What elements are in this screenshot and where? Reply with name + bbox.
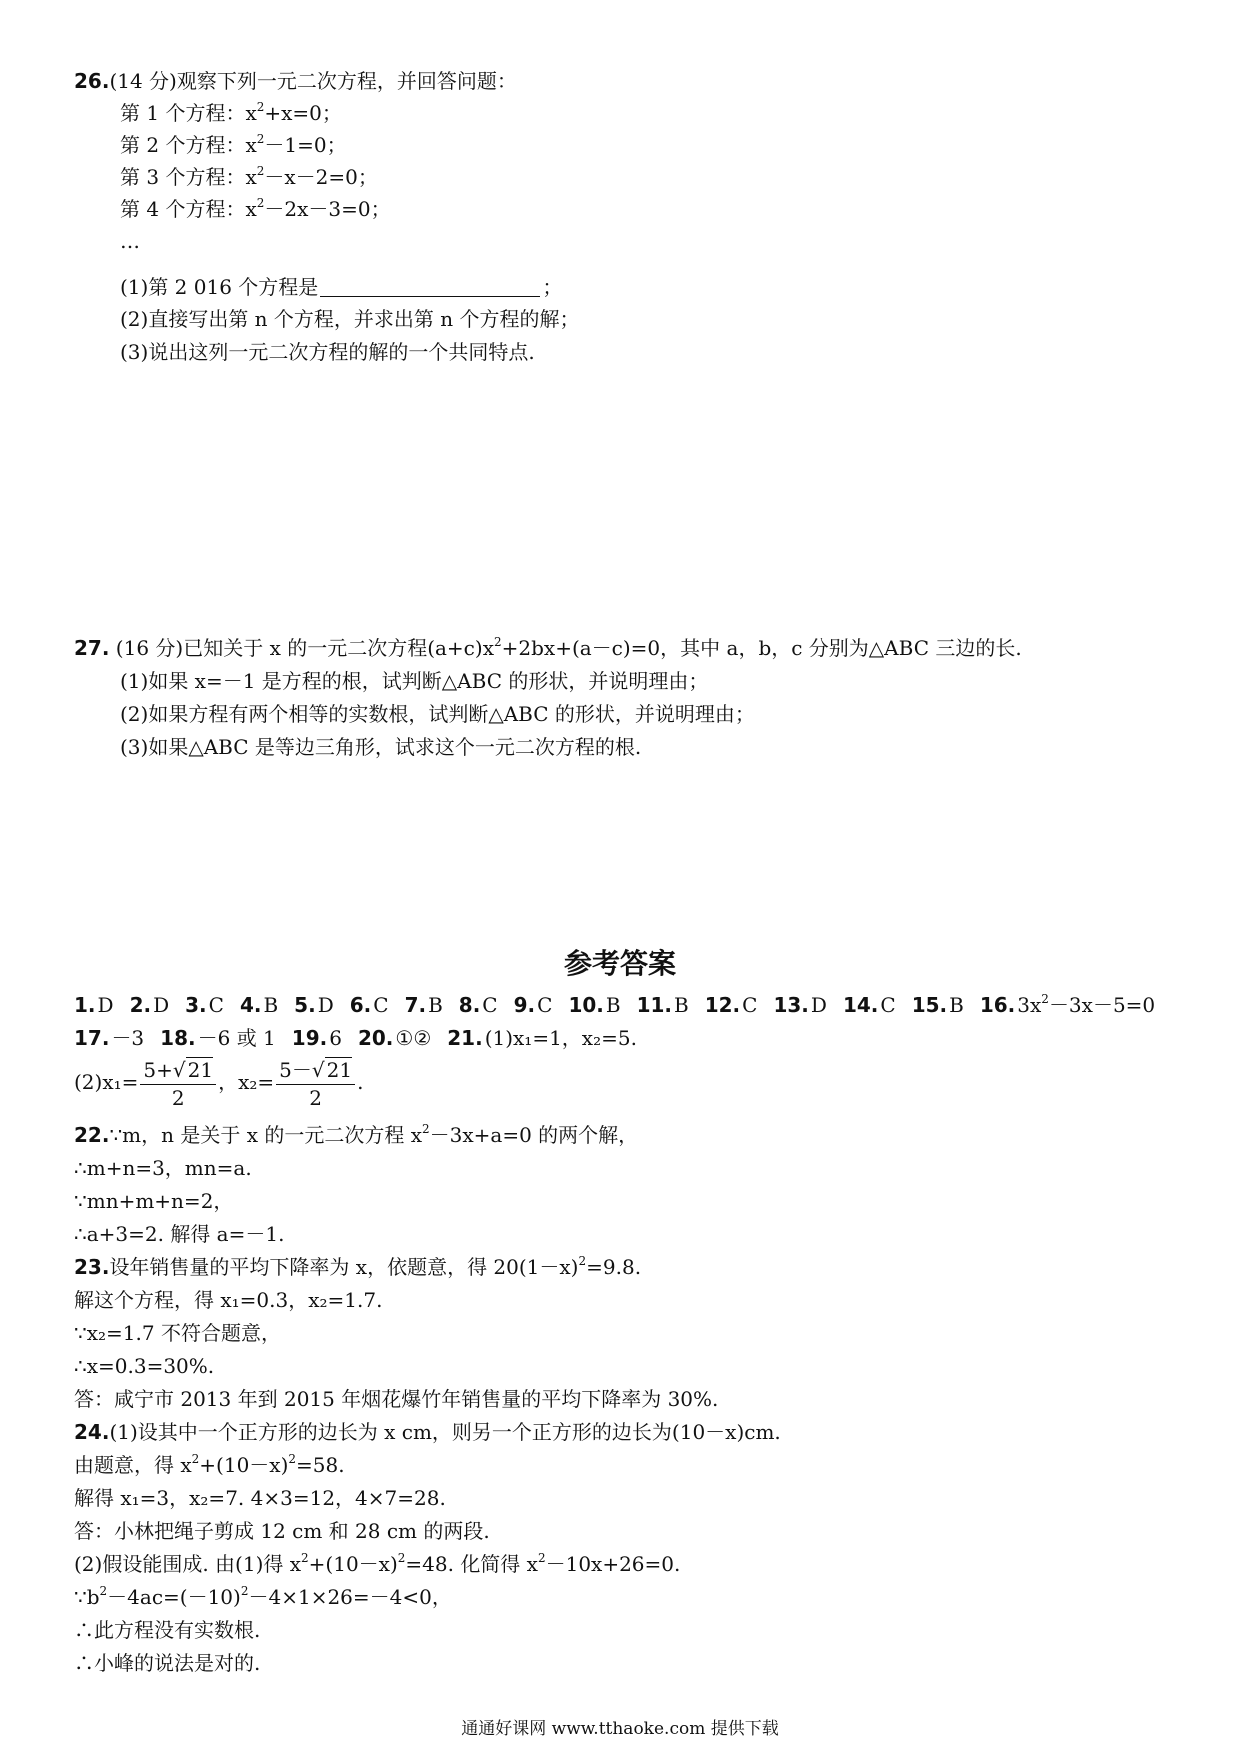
fraction-2: $\frac{5-√ 21}{2}$: [276, 1056, 355, 1111]
q27-part3: (3)如果△ABC 是等边三角形，试求这个一元二次方程的根.: [120, 735, 642, 759]
answer-number: 12.: [704, 993, 741, 1017]
q26-eq4: 第 4 个方程：$x^2-2x-3=0$；: [120, 196, 391, 221]
answer-choice: C: [742, 993, 758, 1017]
answer-choice: B: [949, 993, 964, 1017]
page-footer: 通通好课网 www.tthaoke.com 提供下载: [461, 1719, 779, 1739]
answer-choice: D: [153, 993, 170, 1017]
answer-22-line2: ∴m+n=3，mn=a.: [74, 1156, 252, 1180]
q26-stem: 26.(14 分)观察下列一元二次方程，并回答问题：: [74, 69, 517, 93]
q26-eq1: 第 1 个方程：$x^2+x=0$；: [120, 100, 342, 125]
answer-24-line2: 由题意，得 $x^2+(10-x)^2=58$.: [74, 1452, 345, 1477]
answer-23-line1: 23.设年销售量的平均下降率为 x，依题意，得 $20(1-x)^2=9.8$.: [74, 1254, 642, 1279]
answer-23-line2: 解这个方程，得 x₁=0.3，x₂=1.7.: [74, 1288, 383, 1312]
answer-21-part2: (2)x₁= $\frac{5+√ 21}{2}$ ，x₂= $\frac{5-√ 21}{2}$ .: [74, 1058, 364, 1110]
q27-stem: 27. (16 分)已知关于 x 的一元二次方程$(a+c)x^2+2bx+(a-c)=0$，其中 a，b，c 分别为△ABC 三边的长.: [74, 635, 1022, 660]
mc-answers: [74, 993, 980, 1017]
answer-24-line7: ∴此方程没有实数根.: [74, 1618, 261, 1642]
answer-number: 3.: [185, 993, 207, 1017]
answers-row-1: 1. D 2. D 3. C 4. B 5. D 6. C 7. B 8. C 9. C 10. B 11. B 12. C 13. D 14. C 15. B 16. $3x^2-3x-5=0$: [74, 992, 1156, 1017]
answer-23-line5: 答：咸宁市 2013 年到 2015 年烟花爆竹年销售量的平均下降率为 30%.: [74, 1387, 719, 1411]
q26-part2: (2)直接写出第 n 个方程，并求出第 n 个方程的解；: [120, 307, 580, 331]
answer-23-line3: ∵x₂=1.7 不符合题意，: [74, 1321, 281, 1345]
answer-choice: B: [428, 993, 443, 1017]
q26-eq2: 第 2 个方程：$x^2-1=0$；: [120, 132, 347, 157]
answer-number: 11.: [636, 993, 673, 1017]
q26-number: 26.: [74, 69, 110, 93]
answer-number: 5.: [294, 993, 316, 1017]
answer-choice: D: [810, 993, 827, 1017]
answer-choice: B: [674, 993, 689, 1017]
answer-24-line4: 答：小林把绳子剪成 12 cm 和 28 cm 的两段.: [74, 1519, 490, 1543]
answer-24-line5: (2)假设能围成. 由(1)得 $x^2+(10-x)^2=48$. 化简得 $x^2-10x+26=0$.: [74, 1551, 681, 1576]
answers-title: 参考答案: [563, 947, 676, 980]
answer-22-line4: ∴a+3=2. 解得 a=－1.: [74, 1222, 285, 1246]
answer-choice: B: [263, 993, 279, 1017]
answer-number: 10.: [568, 993, 604, 1017]
answer-number: 2.: [129, 993, 152, 1017]
answer-24-line3: 解得 x₁=3，x₂=7. 4×3=12，4×7=28.: [74, 1486, 446, 1510]
answer-blank: [320, 278, 540, 297]
answer-choice: C: [482, 993, 498, 1017]
q26-eq3: 第 3 个方程：$x^2-x-2=0$；: [120, 164, 378, 189]
answer-number: 1.: [74, 993, 96, 1017]
answer-choice: B: [605, 993, 621, 1017]
answer-number: 15.: [911, 993, 948, 1017]
answer-22-line3: ∵mn+m+n=2，: [74, 1189, 234, 1213]
answer-24-line6: $\because b^2-4ac=(-10)^2-4\times 1\times 26=-4<0$，: [74, 1584, 452, 1609]
answer-choice: C: [373, 993, 389, 1017]
fraction-1: $\frac{5+√ 21}{2}$: [140, 1056, 216, 1111]
q27-number: 27.: [74, 636, 110, 660]
answer-number: 6.: [349, 993, 372, 1017]
answer-number: 13.: [773, 993, 809, 1017]
answer-24-line8: ∴小峰的说法是对的.: [74, 1651, 261, 1675]
answer-24-line1: 24.(1)设其中一个正方形的边长为 x cm，则另一个正方形的边长为(10－x)cm.: [74, 1420, 781, 1444]
q27-part1: (1)如果 x=－1 是方程的根，试判断△ABC 的形状，并说明理由；: [120, 669, 709, 693]
answer-number: 4.: [239, 993, 262, 1017]
answer-choice: C: [537, 993, 553, 1017]
answer-number: 14.: [842, 993, 879, 1017]
answer-22-line1: 22.∵m，n 是关于 x 的一元二次方程 $x^2-3x+a=0$ 的两个解，: [74, 1122, 639, 1147]
q26-part3: (3)说出这列一元二次方程的解的一个共同特点.: [120, 340, 535, 364]
answer-choice: C: [208, 993, 224, 1017]
answer-number: 8.: [458, 993, 481, 1017]
answer-number: 7.: [404, 993, 427, 1017]
q27-part2: (2)如果方程有两个相等的实数根，试判断△ABC 的形状，并说明理由；: [120, 702, 755, 726]
answers-row-2: 17. －3 18. －6 或 1 19. 6 20. ①② 21. (1)x₁=1，x₂=5.: [74, 1026, 637, 1050]
answer-23-line4: ∴x=0.3=30%.: [74, 1354, 215, 1378]
answer-choice: C: [880, 993, 896, 1017]
q26-part1: (1)第 2 016 个方程是 ；: [120, 275, 563, 299]
answer-number: 9.: [513, 993, 536, 1017]
answer-choice: D: [97, 993, 114, 1017]
q26-ellipsis: …: [120, 229, 140, 253]
answer-choice: D: [317, 993, 334, 1017]
